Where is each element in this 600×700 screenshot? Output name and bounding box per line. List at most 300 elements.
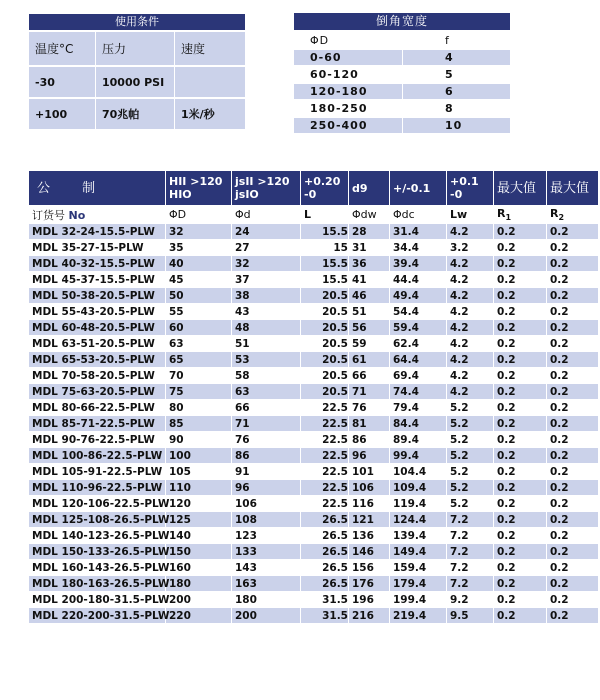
chamfer-width-grid [293, 31, 511, 135]
dc-cell: 49.4 [390, 288, 446, 303]
inner-diameter-cell: 71 [232, 416, 300, 431]
lw-cell: 5.2 [447, 464, 493, 479]
dc-cell: 119.4 [390, 496, 446, 511]
lw-cell: 7.2 [447, 560, 493, 575]
r2-cell: 0.2 [547, 576, 598, 591]
chamfer-f: 10 [403, 118, 510, 133]
r2-cell: 0.2 [547, 480, 598, 495]
r2-cell: 0.2 [547, 448, 598, 463]
outer-diameter-cell: 60 [166, 320, 231, 335]
r2-cell: 0.2 [547, 352, 598, 367]
r2-cell: 0.2 [547, 544, 598, 559]
outer-diameter-cell: 50 [166, 288, 231, 303]
inner-diameter-cell: 24 [232, 224, 300, 239]
order-number-cell: MDL 180-163-26.5-PLW [29, 576, 165, 591]
length-cell: 26.5 [301, 576, 348, 591]
r1-cell: 0.2 [494, 320, 546, 335]
lw-cell: 3.2 [447, 240, 493, 255]
lw-cell: 4.2 [447, 384, 493, 399]
inner-diameter-cell: 86 [232, 448, 300, 463]
r2-cell: 0.2 [547, 384, 598, 399]
chamfer-f: 4 [403, 50, 510, 65]
r2-cell: 0.2 [547, 288, 598, 303]
order-number-cell: MDL 160-143-26.5-PLW [29, 560, 165, 575]
table-row [29, 576, 598, 591]
outer-diameter-cell: 65 [166, 352, 231, 367]
r2-cell: 0.2 [547, 432, 598, 447]
lw-cell: 4.2 [447, 256, 493, 271]
dw-cell: 176 [349, 576, 389, 591]
outer-diameter-cell: 55 [166, 304, 231, 319]
r1-cell: 0.2 [494, 448, 546, 463]
lw-cell: 4.2 [447, 288, 493, 303]
table-row [29, 480, 598, 495]
dw-cell: 61 [349, 352, 389, 367]
length-cell: 20.5 [301, 320, 348, 335]
r1-cell: 0.2 [494, 256, 546, 271]
inner-diameter-cell: 108 [232, 512, 300, 527]
r1-cell: 0.2 [494, 496, 546, 511]
dc-cell: 62.4 [390, 336, 446, 351]
outer-diameter-cell: 32 [166, 224, 231, 239]
chamfer-f: 6 [403, 84, 510, 99]
pressure-psi: 10000 PSI [96, 67, 174, 97]
pressure-header: 压力 [96, 32, 174, 65]
inner-diameter-cell: 76 [232, 432, 300, 447]
dc-cell: 31.4 [390, 224, 446, 239]
dc-cell: 79.4 [390, 400, 446, 415]
chamfer-f: 5 [445, 68, 454, 81]
r2-cell: 0.2 [547, 512, 598, 527]
table-row [29, 272, 598, 287]
r2-cell: 0.2 [547, 256, 598, 271]
table-row [29, 528, 598, 543]
r1-cell: 0.2 [494, 368, 546, 383]
column-header: L [301, 206, 348, 223]
table-row [29, 304, 598, 319]
order-number-label: 订货号 [32, 208, 65, 222]
dc-cell: 54.4 [390, 304, 446, 319]
inner-diameter-cell: 66 [232, 400, 300, 415]
tolerance-header: jsII >120 jsIO [232, 171, 300, 205]
outer-diameter-cell: 80 [166, 400, 231, 415]
table-row [29, 352, 598, 367]
order-number-cell: MDL 70-58-20.5-PLW [29, 368, 165, 383]
outer-diameter-cell: 35 [166, 240, 231, 255]
dc-cell: 139.4 [390, 528, 446, 543]
operating-conditions-table [29, 14, 245, 131]
lw-cell: 5.2 [447, 448, 493, 463]
inner-diameter-cell: 38 [232, 288, 300, 303]
r1-cell: 0.2 [494, 288, 546, 303]
dimensions-table [29, 170, 595, 624]
tolerance-header: d9 [349, 171, 389, 205]
dw-cell: 71 [349, 384, 389, 399]
lw-cell: 4.2 [447, 352, 493, 367]
outer-diameter-cell: 140 [166, 528, 231, 543]
dw-cell: 41 [349, 272, 389, 287]
order-number-cell: MDL 100-86-22.5-PLW [29, 448, 165, 463]
r2-cell: 0.2 [547, 608, 598, 623]
chamfer-header-f: f [445, 34, 450, 47]
tolerance-header: +/-0.1 [390, 171, 446, 205]
chamfer-f: 8 [445, 102, 454, 115]
table-row [29, 368, 598, 383]
order-number-cell: MDL 125-108-26.5-PLW [29, 512, 165, 527]
dimensions-grid [28, 170, 599, 624]
dc-cell: 89.4 [390, 432, 446, 447]
dc-cell: 104.4 [390, 464, 446, 479]
inner-diameter-cell: 43 [232, 304, 300, 319]
r2-cell: 0.2 [547, 464, 598, 479]
chamfer-header-d: ΦD [310, 34, 330, 47]
inner-diameter-cell: 200 [232, 608, 300, 623]
length-cell: 15.5 [301, 224, 348, 239]
order-number-cell: MDL 63-51-20.5-PLW [29, 336, 165, 351]
inner-diameter-cell: 51 [232, 336, 300, 351]
outer-diameter-cell: 85 [166, 416, 231, 431]
r2-cell: 0.2 [547, 496, 598, 511]
table-row [29, 384, 598, 399]
dc-cell: 34.4 [390, 240, 446, 255]
order-number-cell: MDL 32-24-15.5-PLW [29, 224, 165, 239]
inner-diameter-cell: 123 [232, 528, 300, 543]
order-number-cell: MDL 80-66-22.5-PLW [29, 400, 165, 415]
column-header: ΦD [166, 206, 231, 223]
dw-cell: 121 [349, 512, 389, 527]
r1-cell: 0.2 [494, 480, 546, 495]
order-number-cell: MDL 105-91-22.5-PLW [29, 464, 165, 479]
length-cell: 22.5 [301, 464, 348, 479]
inner-diameter-cell: 53 [232, 352, 300, 367]
length-cell: 15.5 [301, 272, 348, 287]
column-header: Φd [232, 206, 300, 223]
temperature-header: 温度°C [29, 32, 95, 65]
dw-cell: 56 [349, 320, 389, 335]
chamfer-range: 180-250 [310, 102, 368, 115]
length-cell: 22.5 [301, 496, 348, 511]
r1-cell: 0.2 [494, 544, 546, 559]
dw-cell: 106 [349, 480, 389, 495]
length-cell: 15 [301, 240, 348, 255]
dw-cell: 46 [349, 288, 389, 303]
dc-cell: 199.4 [390, 592, 446, 607]
lw-cell: 9.5 [447, 608, 493, 623]
r1-cell: 0.2 [494, 576, 546, 591]
table-row [29, 592, 598, 607]
r1-cell: 0.2 [494, 384, 546, 399]
table-row [29, 496, 598, 511]
r1-cell: 0.2 [494, 416, 546, 431]
operating-conditions-title: 使用条件 [29, 14, 245, 30]
inner-diameter-cell: 133 [232, 544, 300, 559]
inner-diameter-cell: 32 [232, 256, 300, 271]
table-row [29, 560, 598, 575]
r1-cell: 0.2 [494, 528, 546, 543]
speed-empty [175, 67, 245, 97]
r2-cell: 0.2 [547, 416, 598, 431]
r1-cell: 0.2 [494, 400, 546, 415]
r2-cell: 0.2 [547, 368, 598, 383]
inner-diameter-cell: 48 [232, 320, 300, 335]
order-number-cell: MDL 45-37-15.5-PLW [29, 272, 165, 287]
lw-cell: 4.2 [447, 368, 493, 383]
inner-diameter-cell: 63 [232, 384, 300, 399]
r1-cell: 0.2 [494, 304, 546, 319]
tolerance-label: 公 制 [29, 171, 165, 205]
r2-cell: 0.2 [547, 272, 598, 287]
outer-diameter-cell: 200 [166, 592, 231, 607]
outer-diameter-cell: 180 [166, 576, 231, 591]
r1-cell: 0.2 [494, 336, 546, 351]
outer-diameter-cell: 90 [166, 432, 231, 447]
order-number-cell: MDL 60-48-20.5-PLW [29, 320, 165, 335]
operating-conditions-grid [28, 30, 246, 131]
table-row [29, 224, 598, 239]
inner-diameter-cell: 58 [232, 368, 300, 383]
lw-cell: 7.2 [447, 576, 493, 591]
lw-cell: 4.2 [447, 304, 493, 319]
table-row [29, 544, 598, 559]
lw-cell: 7.2 [447, 544, 493, 559]
chamfer-range: 250-400 [294, 118, 402, 133]
length-cell: 26.5 [301, 528, 348, 543]
dc-cell: 59.4 [390, 320, 446, 335]
pressure-mpa: 70兆帕 [96, 99, 174, 129]
table-row [29, 432, 598, 447]
length-cell: 22.5 [301, 448, 348, 463]
outer-diameter-cell: 220 [166, 608, 231, 623]
chamfer-width-table [294, 13, 510, 135]
order-number-cell: MDL 85-71-22.5-PLW [29, 416, 165, 431]
lw-cell: 7.2 [447, 528, 493, 543]
dw-cell: 101 [349, 464, 389, 479]
r1-cell: 0.2 [494, 608, 546, 623]
lw-cell: 4.2 [447, 272, 493, 287]
inner-diameter-cell: 106 [232, 496, 300, 511]
table-row [29, 400, 598, 415]
r1-cell: 0.2 [494, 592, 546, 607]
length-cell: 26.5 [301, 560, 348, 575]
table-row [29, 416, 598, 431]
r2-cell: 0.2 [547, 224, 598, 239]
length-cell: 31.5 [301, 592, 348, 607]
speed-value: 1米/秒 [175, 99, 245, 129]
lw-cell: 9.2 [447, 592, 493, 607]
tolerance-header: +0.1 -0 [447, 171, 493, 205]
dw-cell: 116 [349, 496, 389, 511]
table-row [29, 464, 598, 479]
r1-cell: 0.2 [494, 240, 546, 255]
dw-cell: 59 [349, 336, 389, 351]
chamfer-width-title: 倒角宽度 [294, 13, 510, 30]
dc-cell: 69.4 [390, 368, 446, 383]
r2-cell: 0.2 [547, 560, 598, 575]
length-cell: 26.5 [301, 544, 348, 559]
r1-cell: 0.2 [494, 512, 546, 527]
dc-cell: 109.4 [390, 480, 446, 495]
outer-diameter-cell: 105 [166, 464, 231, 479]
order-number-cell: MDL 90-76-22.5-PLW [29, 432, 165, 447]
outer-diameter-cell: 63 [166, 336, 231, 351]
order-number-cell: MDL 55-43-20.5-PLW [29, 304, 165, 319]
outer-diameter-cell: 150 [166, 544, 231, 559]
inner-diameter-cell: 96 [232, 480, 300, 495]
inner-diameter-cell: 37 [232, 272, 300, 287]
dc-cell: 44.4 [390, 272, 446, 287]
dw-cell: 196 [349, 592, 389, 607]
tolerance-header: +0.20 -0 [301, 171, 348, 205]
dw-cell: 36 [349, 256, 389, 271]
dimensions-rows [29, 224, 598, 623]
dw-cell: 28 [349, 224, 389, 239]
dc-cell: 179.4 [390, 576, 446, 591]
table-row [29, 240, 598, 255]
dw-cell: 216 [349, 608, 389, 623]
chamfer-range: 60-120 [310, 68, 359, 81]
length-cell: 22.5 [301, 480, 348, 495]
chamfer-range: 0-60 [294, 50, 402, 65]
lw-cell: 4.2 [447, 336, 493, 351]
table-row [29, 256, 598, 271]
table-row [29, 320, 598, 335]
length-cell: 20.5 [301, 352, 348, 367]
order-number-cell: MDL 140-123-26.5-PLW [29, 528, 165, 543]
dw-cell: 86 [349, 432, 389, 447]
table-row [29, 336, 598, 351]
dc-cell: 149.4 [390, 544, 446, 559]
inner-diameter-cell: 180 [232, 592, 300, 607]
r2-cell: 0.2 [547, 528, 598, 543]
order-number-no: No [68, 208, 86, 222]
lw-cell: 5.2 [447, 400, 493, 415]
table-row [29, 288, 598, 303]
r2-cell: 0.2 [547, 592, 598, 607]
dc-cell: 159.4 [390, 560, 446, 575]
order-number-header [29, 206, 165, 223]
dc-cell: 39.4 [390, 256, 446, 271]
order-number-cell: MDL 110-96-22.5-PLW [29, 480, 165, 495]
r1-cell: 0.2 [494, 352, 546, 367]
lw-cell: 5.2 [447, 480, 493, 495]
dw-cell: 76 [349, 400, 389, 415]
r1-cell: 0.2 [494, 560, 546, 575]
order-number-cell: MDL 220-200-31.5-PLW [29, 608, 165, 623]
dc-cell: 219.4 [390, 608, 446, 623]
length-cell: 20.5 [301, 304, 348, 319]
chamfer-range: 120-180 [294, 84, 402, 99]
length-cell: 22.5 [301, 432, 348, 447]
tolerance-header: HII >120 HIO [166, 171, 231, 205]
length-cell: 20.5 [301, 288, 348, 303]
dw-cell: 146 [349, 544, 389, 559]
order-number-cell: MDL 200-180-31.5-PLW [29, 592, 165, 607]
length-cell: 20.5 [301, 368, 348, 383]
length-cell: 31.5 [301, 608, 348, 623]
inner-diameter-cell: 27 [232, 240, 300, 255]
order-number-cell: MDL 35-27-15-PLW [29, 240, 165, 255]
r1-cell: 0.2 [494, 464, 546, 479]
dw-cell: 96 [349, 448, 389, 463]
column-header: $R_2$ [547, 206, 598, 223]
dc-cell: 124.4 [390, 512, 446, 527]
inner-diameter-cell: 143 [232, 560, 300, 575]
order-number-cell: MDL 150-133-26.5-PLW [29, 544, 165, 559]
temperature-max: +100 [29, 99, 95, 129]
length-cell: 22.5 [301, 400, 348, 415]
table-row [29, 512, 598, 527]
dw-cell: 66 [349, 368, 389, 383]
dw-cell: 136 [349, 528, 389, 543]
r2-cell: 0.2 [547, 240, 598, 255]
inner-diameter-cell: 163 [232, 576, 300, 591]
r1-cell: 0.2 [494, 224, 546, 239]
outer-diameter-cell: 125 [166, 512, 231, 527]
length-cell: 20.5 [301, 384, 348, 399]
length-cell: 22.5 [301, 416, 348, 431]
r2-cell: 0.2 [547, 336, 598, 351]
order-number-cell: MDL 50-38-20.5-PLW [29, 288, 165, 303]
r1-cell: 0.2 [494, 432, 546, 447]
r2-cell: 0.2 [547, 304, 598, 319]
dc-cell: 84.4 [390, 416, 446, 431]
dw-cell: 51 [349, 304, 389, 319]
length-cell: 15.5 [301, 256, 348, 271]
outer-diameter-cell: 70 [166, 368, 231, 383]
outer-diameter-cell: 45 [166, 272, 231, 287]
dw-cell: 31 [349, 240, 389, 255]
lw-cell: 5.2 [447, 416, 493, 431]
order-number-cell: MDL 75-63-20.5-PLW [29, 384, 165, 399]
dw-cell: 81 [349, 416, 389, 431]
r1-cell: 0.2 [494, 272, 546, 287]
outer-diameter-cell: 110 [166, 480, 231, 495]
r2-cell: 0.2 [547, 320, 598, 335]
order-number-cell: MDL 65-53-20.5-PLW [29, 352, 165, 367]
outer-diameter-cell: 120 [166, 496, 231, 511]
order-number-cell: MDL 40-32-15.5-PLW [29, 256, 165, 271]
outer-diameter-cell: 75 [166, 384, 231, 399]
r2-cell: 0.2 [547, 400, 598, 415]
column-header: Φdc [390, 206, 446, 223]
column-header: Φdw [349, 206, 389, 223]
dw-cell: 156 [349, 560, 389, 575]
inner-diameter-cell: 91 [232, 464, 300, 479]
temperature-min: -30 [29, 67, 95, 97]
lw-cell: 4.2 [447, 224, 493, 239]
speed-header: 速度 [175, 32, 245, 65]
length-cell: 20.5 [301, 336, 348, 351]
table-row [29, 448, 598, 463]
table-row [29, 608, 598, 623]
dc-cell: 99.4 [390, 448, 446, 463]
outer-diameter-cell: 40 [166, 256, 231, 271]
lw-cell: 5.2 [447, 432, 493, 447]
outer-diameter-cell: 160 [166, 560, 231, 575]
order-number-cell: MDL 120-106-22.5-PLW [29, 496, 165, 511]
lw-cell: 7.2 [447, 512, 493, 527]
tolerance-header: 最大值 [547, 171, 598, 205]
dc-cell: 64.4 [390, 352, 446, 367]
tolerance-header: 最大值 [494, 171, 546, 205]
lw-cell: 4.2 [447, 320, 493, 335]
column-header: Lw [447, 206, 493, 223]
length-cell: 26.5 [301, 512, 348, 527]
dc-cell: 74.4 [390, 384, 446, 399]
column-header: $R_1$ [494, 206, 546, 223]
lw-cell: 5.2 [447, 496, 493, 511]
outer-diameter-cell: 100 [166, 448, 231, 463]
